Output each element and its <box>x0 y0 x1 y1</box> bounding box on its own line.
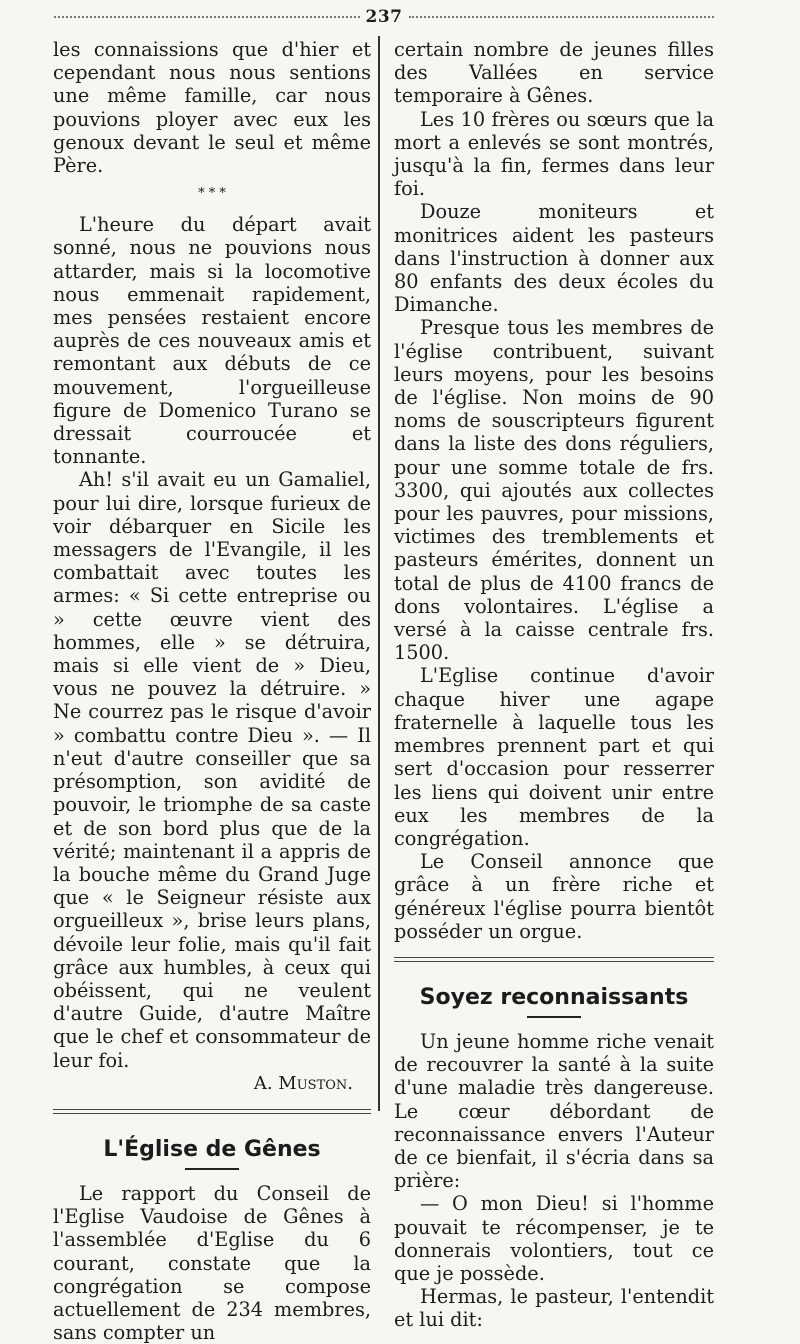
column-divider <box>378 36 380 1111</box>
right-continuation: certain nombre de jeunes filles des Vallées en service temporaire à Gênes. <box>394 38 714 108</box>
right-paragraph-3: Presque tous les membres de l'église contribuent, suivant leurs moyens, pour les besoins de l'église. Non moins de 90 noms de souscripteurs figurent dans la liste des dons réguliers, pour une somme totale de frs. 3300, qui ajoutés aux collectes pour les pauvres, pour missions, victimes des tremblements et pasteurs émérites, donnent un total de plus de 4100 francs de dons volontaires. L'église a versé à la caisse centrale frs. 1500. <box>394 316 714 665</box>
page-header <box>48 6 720 28</box>
right-paragraph-4: L'Eglise continue d'avoir chaque hiver une agape fraternelle à laquelle tous les membres prennent part et qui sert d'occasion pour resserrer les liens qui doivent unir entre eux les membres de la congrégation. <box>394 664 714 850</box>
right-paragraph-2: Douze moniteurs et monitrices aident les pasteurs dans l'instruction à donner aux 80 enfants des deux écoles du Dimanche. <box>394 200 714 317</box>
left-paragraph-1: L'heure du départ avait sonné, nous ne pouvions nous attarder, mais si la locomotive nous emmenait rapidement, mes pensées restaient encore auprès de ces nouveaux amis et remontant aux débuts de ce mouvement, l'orgueilleuse figure de Domenico Turano se dressait courroucée et tonnante. <box>53 213 371 469</box>
header-dotted-rule-left <box>54 16 360 18</box>
section-separator: * * * <box>198 186 226 202</box>
header-dotted-rule-right <box>409 16 715 18</box>
title-underline <box>185 1168 239 1170</box>
right-paragraph-1: Les 10 frères ou sœurs que la mort a enlevés se sont montrés, jusqu'à la fin, fermes dans leur foi. <box>394 107 714 201</box>
right-paragraph-5: Le Conseil annonce que grâce à un frère riche et généreux l'église pourra bientôt posséder un orgue. <box>394 850 714 943</box>
left-intro-text: les connaissions que d'hier et cependant nous nous sentions une même famille, car nous pouvions ployer avec eux les genoux devant le seul et même Père. <box>53 38 371 178</box>
left-paragraph-2: Ah! s'il avait eu un Gamaliel, pour lui dire, lorsque furieux de voir débarquer en Sicile les messagers de l'Evangile, il les combattait avec toutes les armes: « Si cette entreprise ou » cette œuvre vient des hommes, elle » se détruira, mais si elle vient de » Dieu, vous ne pouvez la détruire. » Ne courrez pas le risque d'avoir » combattu contre Dieu ». — Il n'eut d'autre conseiller que sa présomption, son avidité de pouvoir, le triomphe de sa caste et de son bord plus que de la vérité; maintenant il a appris de la bouche même du Grand Juge que « le Seigneur résiste aux orgueilleux », brise leurs plans, dévoile leur folie, mais qu'il fait grâce aux humbles, à ceux qui obéissent, qui ne veulent d'autre Guide, d'autre Maître que le chef et consommateur de leur foi. <box>53 468 371 1072</box>
double-rule <box>53 1109 371 1114</box>
left-column <box>53 38 371 1344</box>
double-rule <box>394 957 714 962</box>
right-article-paragraph-3: Hermas, le pasteur, l'entendit et lui dit: <box>394 1285 714 1332</box>
right-column <box>394 38 714 1332</box>
right-article-paragraph-2: — O mon Dieu! si l'homme pouvait te récompenser, je te donnerais volontiers, tout ce que je possède. <box>394 1192 714 1285</box>
author-signature: A. Muston. <box>253 1072 353 1094</box>
article-title-soyez-reconnaissants: Soyez reconnaissants <box>419 984 689 1010</box>
title-underline <box>527 1016 581 1018</box>
right-article-paragraph-1: Un jeune homme riche venait de recouvrer la santé à la suite d'une maladie très dangereuse. Le cœur débordant de reconnaissance envers l'Auteur de ce bienfait, il s'écria dans sa prière: <box>394 1029 714 1193</box>
page-number: 237 <box>365 7 403 27</box>
article-title-eglise-genes: L'Église de Gênes <box>103 1136 321 1162</box>
left-article-paragraph: Le rapport du Conseil de l'Eglise Vaudoise de Gênes à l'assemblée d'Eglise du 6 courant, constate que la congrégation se compose actuellement de 234 membres, sans compter un <box>53 1181 371 1344</box>
